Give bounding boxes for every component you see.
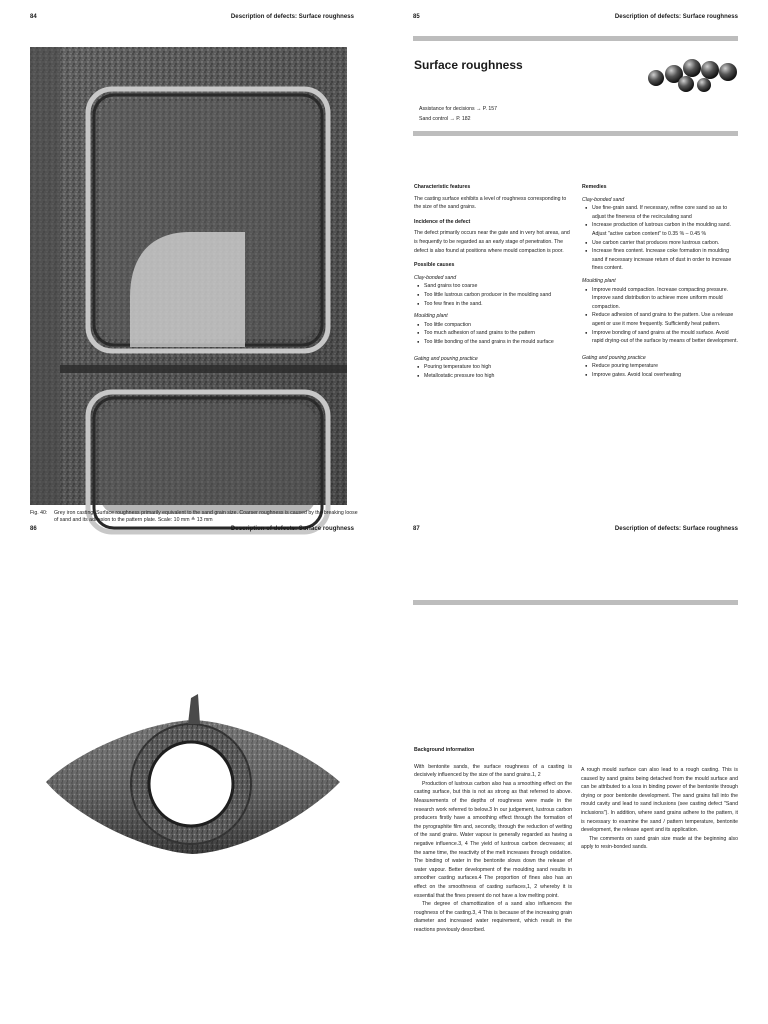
bullet-list bbox=[582, 204, 738, 273]
page-84 bbox=[0, 0, 384, 524]
bullet-list bbox=[414, 363, 572, 380]
list-item: ● Reduce pouring temperature bbox=[582, 362, 738, 371]
page-number: 85 bbox=[413, 14, 420, 20]
section-title: Surface roughness bbox=[414, 58, 523, 72]
right-column bbox=[582, 183, 738, 379]
list-item: ● Use fine-grain sand. If necessary, refine core sand so as to adjust the fineness of the recirculating sand bbox=[582, 204, 738, 221]
subheading: Clay-bonded sand bbox=[582, 196, 625, 203]
list-item: ● Too little compaction bbox=[414, 321, 572, 330]
list-item: ● Improve gates. Avoid local overheating bbox=[582, 371, 738, 380]
paragraph: A rough mould surface can also lead to a rough casting. This is caused by sand grains being detached from the mould surface and can be attributed to a loss in binding power of the bentonite through drying or poor bentonite development. The sand grains fall into the mould cavity and lead to sand inclusions (see casting defect "Sand inclusions"). In addition, where sand grains adhere to the pattern, it is necessary to examine the sand / pattern temperature, bentonite development, the release agent and its application. bbox=[581, 767, 738, 834]
paragraph: With bentonite sands, the surface roughness of a casting is decisively influenced by the size of the sand grains.1, 2 bbox=[414, 763, 572, 779]
subheading: Gating and pouring practice bbox=[414, 355, 478, 362]
assistance-link[interactable]: Sand control → P. 182 bbox=[419, 115, 471, 122]
casting-photo bbox=[30, 47, 347, 505]
list-item: ● Use carbon carrier that produces more lustrous carbon. bbox=[582, 239, 738, 248]
casting-part-photo bbox=[36, 692, 350, 864]
subheading: Moulding plant bbox=[582, 277, 616, 284]
bullet-list bbox=[582, 362, 738, 379]
paragraph: The comments on sand grain size made at the beginning also apply to resin-bonded sands. bbox=[581, 835, 738, 851]
bullet-list bbox=[414, 282, 572, 308]
page-85 bbox=[384, 0, 768, 512]
right-column bbox=[581, 766, 738, 852]
list-item: ● Too much adhesion of sand grains to the pattern bbox=[414, 329, 572, 338]
heading: Background information bbox=[414, 747, 475, 753]
subheading: Moulding plant bbox=[414, 313, 448, 320]
top-rule bbox=[413, 600, 738, 605]
page-number: 87 bbox=[413, 526, 420, 532]
list-item: ● Pouring temperature too high bbox=[414, 363, 572, 372]
list-item: ● Too little lustrous carbon producer in the moulding sand bbox=[414, 291, 572, 300]
bullet-list bbox=[414, 321, 572, 347]
figure-label: Fig. 40: bbox=[30, 510, 48, 516]
heading: Incidence of the defect bbox=[414, 218, 471, 225]
page-number: 84 bbox=[30, 14, 37, 20]
heading: Remedies bbox=[582, 184, 607, 190]
list-item: ● Reduce adhesion of sand grains to the pattern. Use a release agent or use it more frequently. Sufficiently heat pattern. bbox=[582, 311, 738, 328]
running-title: Description of defects: Surface roughness bbox=[230, 526, 354, 532]
page-86 bbox=[0, 512, 384, 1024]
bottom-rule bbox=[413, 131, 738, 136]
paragraph: The casting surface exhibits a level of roughness corresponding to the size of the sand grains. bbox=[414, 195, 567, 211]
paragraph: The defect primarily occurs near the gate and in very hot areas, and is frequently to be regarded as an early stage of penetration. The defect is also found at positions where mould compaction is poor. bbox=[414, 230, 570, 254]
left-column bbox=[414, 183, 572, 380]
running-title: Description of defects: Surface roughness bbox=[614, 14, 738, 20]
list-item: ● Too little bonding of the sand grains in the mould surface bbox=[414, 338, 572, 347]
page-87 bbox=[384, 512, 768, 1024]
paragraph: Production of lustrous carbon also has a smoothing effect on the casting surface, but this is not as strong as that referred to above. Measurements of the depths of roughness were made in the research work referred to below.3 In our judgement, lustrous carbon producers firstly have a smoothing effect through the formation of the pyrographite film and, secondly, through the reduction of wetting of the sand grains. Water vapour is generally regarded as having a negative influence.3, 4 The yield of lustrous carbon decreases; at the same time, the reactivity of the melt increases through oxidation. The binding of water in the bentonite slows down the release of water vapour. Better development of the moulding sand results in smoother casting surfaces.4 The proportion of fines also has an effect on the smoothness of casting surfaces,1, 2 whereby it is essential that the fines present do not have a low melting point. bbox=[414, 780, 572, 899]
running-title: Description of defects: Surface roughness bbox=[614, 526, 738, 532]
subheading: Gating and pouring practice bbox=[582, 354, 646, 361]
list-item: ● Sand grains too coarse bbox=[414, 282, 572, 291]
list-item: ● Improve mould compaction. Increase compacting pressure. Improve sand distribution to achieve more uniform mould compaction. bbox=[582, 286, 738, 312]
list-item: ● Metallostatic pressure too high bbox=[414, 372, 572, 381]
list-item: ● Increase production of lustrous carbon in the moulding sand. Adjust "active carbon content" to 0.35 % – 0.45 % bbox=[582, 221, 738, 238]
list-item: ● Too few fines in the sand. bbox=[414, 300, 572, 309]
top-rule bbox=[413, 36, 738, 41]
running-title: Description of defects: Surface roughness bbox=[230, 14, 354, 20]
heading: Possible causes bbox=[414, 262, 455, 269]
bullet-list bbox=[582, 286, 738, 346]
list-item: ● Increase fines content. Increase coke formation in moulding sand if necessary increase return of dust in order to increase fines content. bbox=[582, 247, 738, 273]
paragraph: The degree of chamottization of a sand also influences the roughness of the casting.3, 4 This is because of the increasing grain diameter and increased water requirement, which result in the reactions previously described. bbox=[414, 901, 572, 933]
subheading: Clay-bonded sand bbox=[414, 274, 457, 281]
sand-grains-icon bbox=[646, 54, 738, 94]
list-item: ● Improve bonding of sand grains at the mould surface. Avoid rapid drying-out of the surface by means of better development. bbox=[582, 329, 738, 346]
caption-text: Grey iron casting. Surface roughness primarily equivalent to the sand grain size. Coarser roughness is caused by the breaking loose of sand and its adhesion to the pattern plate. Scale: 10 mm ≙ 13 mm bbox=[54, 510, 358, 524]
left-column bbox=[414, 746, 572, 934]
assistance-link[interactable]: Assistance for decisions → P. 157 bbox=[419, 106, 498, 112]
heading: Characteristic features bbox=[414, 184, 471, 190]
page-number: 86 bbox=[30, 526, 37, 532]
assistance-links bbox=[419, 105, 497, 124]
